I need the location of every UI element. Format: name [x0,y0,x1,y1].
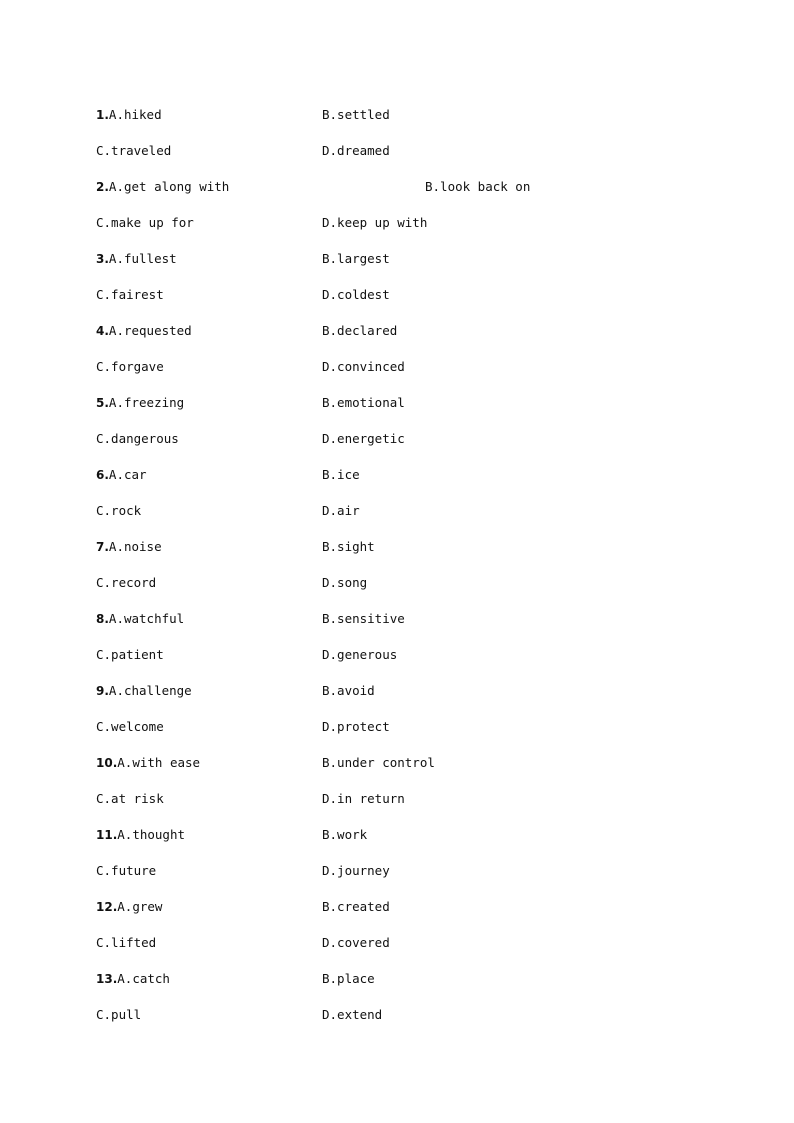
option-b: B.declared [322,323,398,338]
option-b: B.avoid [322,683,375,698]
option-a [96,754,200,772]
option-d: D.dreamed [322,143,390,158]
option-a [96,610,184,628]
question-row [96,466,716,502]
question-row [96,106,716,142]
question-number: 4. [96,324,109,338]
option-c: C.patient [96,647,164,662]
option-b: B.work [322,827,368,842]
option-c: C.lifted [96,935,157,950]
option-a-text: A.car [108,467,147,482]
question-row [96,646,716,682]
option-b: B.sensitive [322,611,405,626]
option-d: D.extend [322,1007,383,1022]
option-a-text: A.catch [117,971,170,986]
question-number: 12. [96,900,118,914]
option-a-text: A.get along with [108,179,230,194]
question-row [96,178,716,214]
option-d: D.journey [322,863,390,878]
question-number: 9. [96,684,109,698]
question-row [96,394,716,430]
question-row [96,898,716,934]
option-d: D.protect [322,719,390,734]
option-a [96,538,162,556]
option-b: B.under control [322,755,435,770]
option-a-text: A.hiked [108,107,162,122]
option-b: B.largest [322,251,390,266]
option-d: D.energetic [322,431,405,446]
question-row [96,934,716,970]
option-c: C.welcome [96,719,164,734]
question-number: 5. [96,396,109,410]
option-a-text: A.freezing [108,395,185,410]
question-number: 3. [96,252,109,266]
option-d: D.convinced [322,359,405,374]
option-a-text: A.challenge [108,683,192,698]
option-d: D.coldest [322,287,390,302]
question-number: 11. [96,828,118,842]
question-row [96,610,716,646]
option-a [96,322,192,340]
option-c: C.record [96,575,157,590]
option-d: D.song [322,575,368,590]
question-row [96,322,716,358]
question-row [96,214,716,250]
question-number: 6. [96,468,109,482]
option-d: D.generous [322,647,398,662]
option-a [96,394,184,412]
question-row [96,538,716,574]
question-row [96,286,716,322]
option-b: B.emotional [322,395,405,410]
option-d: D.covered [322,935,390,950]
question-row [96,250,716,286]
question-row [96,1006,716,1042]
question-row [96,826,716,862]
question-row [96,790,716,826]
question-number: 8. [96,612,109,626]
option-c: C.pull [96,1007,142,1022]
option-b: B.place [322,971,375,986]
question-number: 1. [96,108,109,122]
option-a-text: A.with ease [117,755,201,770]
question-row [96,970,716,1006]
option-a-text: A.noise [108,539,162,554]
option-c: C.future [96,863,157,878]
option-a [96,178,229,196]
option-a [96,106,162,124]
option-a [96,466,147,484]
question-row [96,754,716,790]
question-number: 10. [96,756,118,770]
option-d: D.keep up with [322,215,428,230]
option-b: B.ice [322,467,360,482]
question-row [96,142,716,178]
question-list [96,106,716,1042]
option-a [96,970,170,988]
option-b: B.look back on [425,179,531,194]
option-c: C.fairest [96,287,164,302]
option-a [96,826,185,844]
option-b: B.sight [322,539,375,554]
option-d: D.air [322,503,360,518]
question-row [96,502,716,538]
question-row [96,430,716,466]
question-row [96,718,716,754]
option-c: C.traveled [96,143,172,158]
option-a [96,250,177,268]
option-a-text: A.fullest [108,251,177,266]
option-a-text: A.requested [108,323,192,338]
question-row [96,574,716,610]
question-number: 13. [96,972,118,986]
option-d: D.in return [322,791,405,806]
option-c: C.dangerous [96,431,179,446]
option-c: C.forgave [96,359,164,374]
option-c: C.at risk [96,791,164,806]
option-a [96,898,162,916]
option-c: C.make up for [96,215,194,230]
option-b: B.created [322,899,390,914]
option-a-text: A.watchful [108,611,185,626]
question-number: 7. [96,540,109,554]
option-a-text: A.grew [117,899,163,914]
question-row [96,682,716,718]
option-b: B.settled [322,107,390,122]
option-c: C.rock [96,503,142,518]
question-number: 2. [96,180,109,194]
question-row [96,358,716,394]
option-a-text: A.thought [117,827,185,842]
question-row [96,862,716,898]
option-a [96,682,192,700]
